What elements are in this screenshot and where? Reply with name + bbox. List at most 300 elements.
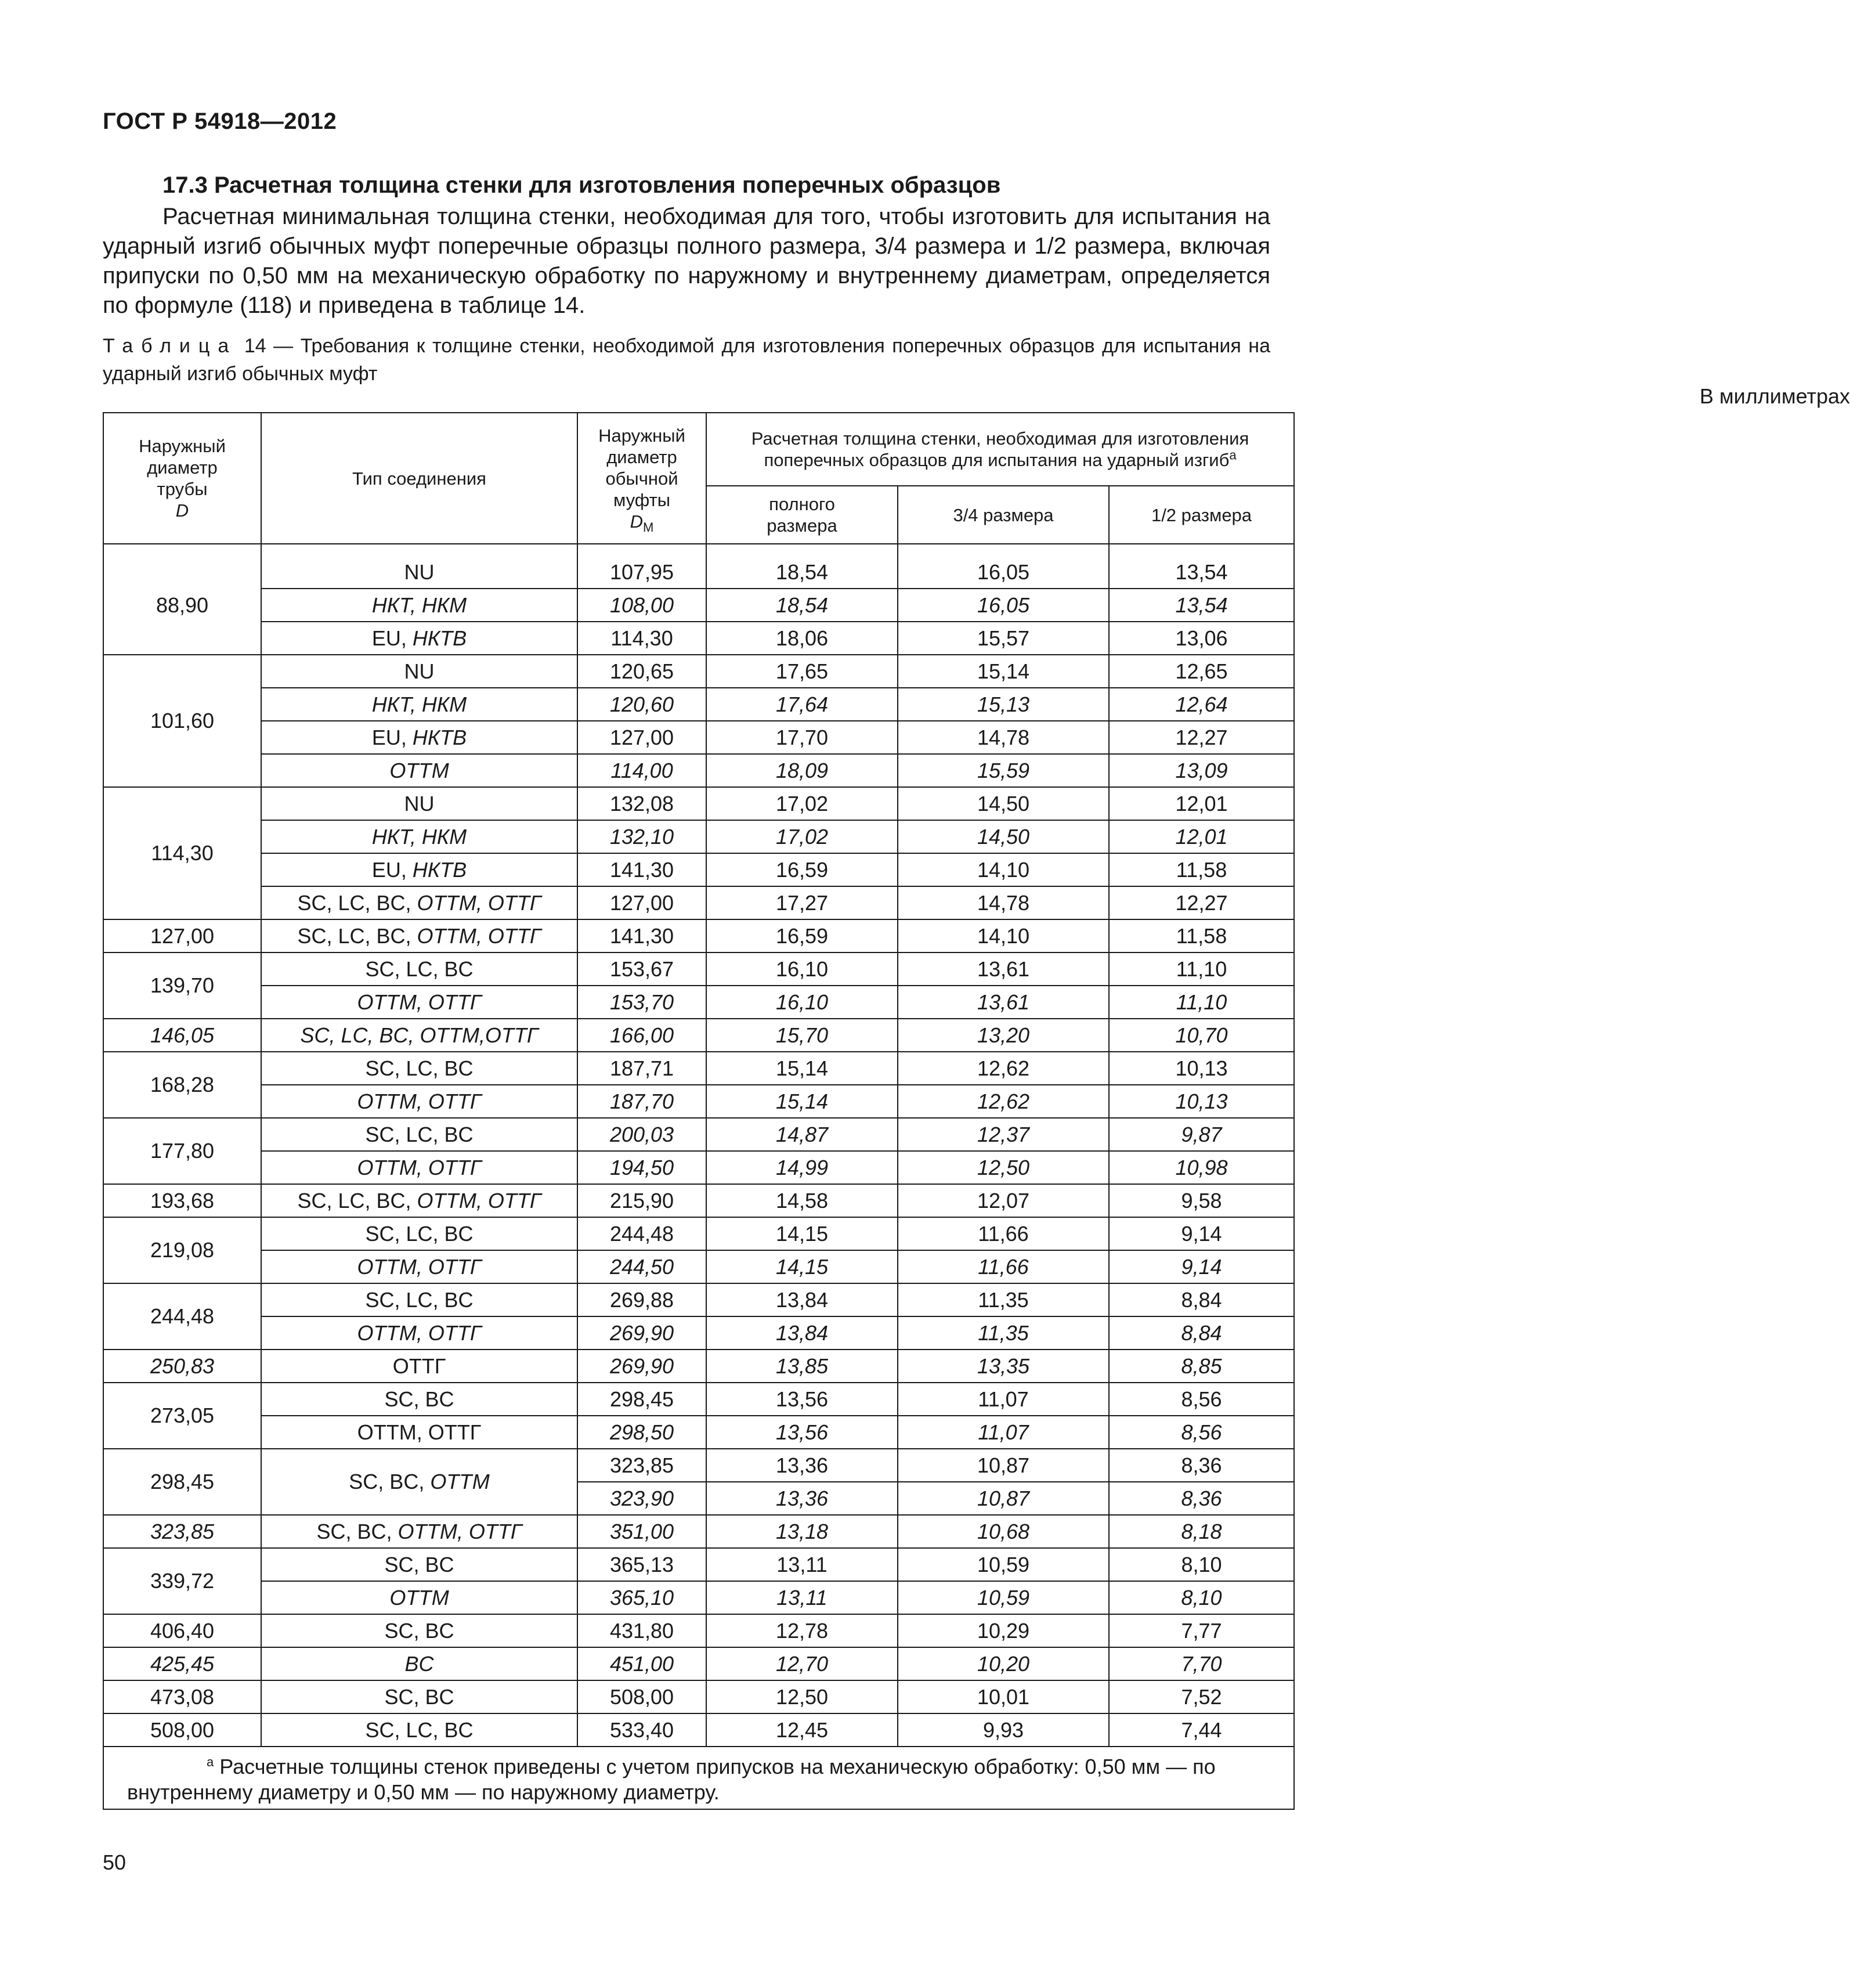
half-size-cell: 11,10: [1109, 986, 1294, 1019]
connection-type-plain: SC, LC, BC,: [297, 923, 417, 948]
connection-type-text: SC, LC, BC: [365, 1221, 474, 1246]
pipe-od-value: 425,45: [150, 1651, 215, 1676]
connection-type-cell: [261, 853, 577, 886]
coupling-od-cell: 269,90: [577, 1350, 706, 1383]
three-quarter-cell: 14,10: [898, 853, 1109, 886]
connection-type-plain: SC, LC, BC,: [297, 890, 417, 915]
full-size-cell: 18,06: [706, 622, 898, 655]
full-size-cell: 17,64: [706, 688, 898, 721]
connection-type-text: НКТ, НКМ: [371, 824, 467, 849]
half-size-cell: 7,77: [1109, 1614, 1294, 1647]
half-size-cell: 10,13: [1109, 1085, 1294, 1118]
table-row: [103, 1316, 1294, 1350]
connection-type-plain: SC, LC, BC,: [297, 1188, 417, 1213]
connection-type-italic: НКТВ: [412, 857, 467, 882]
three-quarter-cell: 11,66: [898, 1217, 1109, 1250]
pipe-od-value: 508,00: [150, 1718, 215, 1742]
table-row: [103, 1283, 1294, 1316]
coupling-od-cell: 269,90: [577, 1316, 706, 1350]
three-quarter-cell: 11,07: [898, 1383, 1109, 1416]
paragraph-text: Расчетная минимальная толщина стенки, необходимая для того, чтобы изготовить для испытания на ударный изгиб обычных муфт поперечные образцы полного размера, 3/4 размера и 1/2 размера, включая припуски по 0,50 мм на механическую обработку по наружному и внутреннему диаметрам, определяется по формуле (118) и приведена в таблице 14.: [103, 204, 1270, 318]
table-caption-text: 14 — Требования к толщине стенки, необходимой для изготовления поперечных образцов для испытания на ударный изгиб обычных муфт: [103, 335, 1270, 385]
connection-type-cell: [261, 1449, 577, 1515]
connection-type-text: ОТТМ, ОТТГ: [357, 990, 482, 1014]
section-title: 17.3 Расчетная толщина стенки для изготовления поперечных образцов: [162, 172, 1001, 198]
full-size-cell: 13,84: [706, 1283, 898, 1316]
full-size-cell: 15,70: [706, 1019, 898, 1052]
connection-type-text: НКТ, НКМ: [371, 692, 467, 716]
pipe-od-value: 127,00: [150, 923, 215, 948]
coupling-od-cell: 298,45: [577, 1383, 706, 1416]
three-quarter-cell: 14,78: [898, 721, 1109, 754]
connection-type-text: SC, BC: [384, 1387, 454, 1411]
header-half-text: 1/2 размера: [1151, 504, 1252, 525]
half-size-cell: 8,10: [1109, 1581, 1294, 1614]
full-size-cell: 13,11: [706, 1548, 898, 1581]
connection-type-text: ОТТМ, ОТТГ: [357, 1254, 482, 1279]
coupling-od-cell: 269,88: [577, 1283, 706, 1316]
connection-type-plain: EU,: [371, 626, 413, 650]
connection-type-text: SC, BC: [384, 1618, 454, 1643]
full-size-cell: 17,27: [706, 886, 898, 919]
footnote-mark: a: [207, 1755, 214, 1769]
half-size-cell: 12,65: [1109, 655, 1294, 688]
half-size-cell: 12,64: [1109, 688, 1294, 721]
table-row: [103, 886, 1294, 919]
full-size-cell: 17,02: [706, 787, 898, 820]
full-size-cell: 18,54: [706, 544, 898, 589]
header-coupling-od-line2: диаметр: [606, 446, 677, 467]
connection-type-cell: [261, 655, 577, 688]
half-size-cell: 9,14: [1109, 1217, 1294, 1250]
header-full-size: [706, 486, 898, 544]
coupling-od-cell: 141,30: [577, 853, 706, 886]
connection-type-cell: [261, 986, 577, 1019]
connection-type-cell: [261, 1713, 577, 1747]
half-size-cell: 8,10: [1109, 1548, 1294, 1581]
three-quarter-cell: 10,59: [898, 1548, 1109, 1581]
pipe-od-cell: [103, 1217, 261, 1283]
header-pipe-od-line3: трубы: [157, 479, 208, 499]
pipe-od-value: 177,80: [150, 1139, 215, 1163]
three-quarter-cell: 16,05: [898, 544, 1109, 589]
header-thickness-group-line1: Расчетная толщина стенки, необходимая для изготовления: [751, 428, 1249, 449]
table-row: [103, 1052, 1294, 1085]
connection-type-cell: [261, 1052, 577, 1085]
half-size-cell: 8,84: [1109, 1316, 1294, 1350]
header-coupling-od-symbol: D: [630, 511, 644, 532]
connection-type-cell: [261, 1184, 577, 1217]
connection-type-cell: [261, 1383, 577, 1416]
table-row: [103, 1151, 1294, 1184]
pipe-od-value: 114,30: [151, 841, 214, 865]
half-size-cell: 13,54: [1109, 544, 1294, 589]
full-size-cell: 13,84: [706, 1316, 898, 1350]
pipe-od-value: 219,08: [150, 1238, 215, 1262]
half-size-cell: 8,56: [1109, 1416, 1294, 1449]
half-size-cell: 10,70: [1109, 1019, 1294, 1052]
table-body: [103, 544, 1294, 1747]
table-row: [103, 589, 1294, 622]
pipe-od-cell: [103, 1283, 261, 1350]
standard-code: ГОСТ Р 54918—2012: [103, 109, 337, 134]
header-connection-type: [261, 413, 577, 544]
full-size-cell: 14,99: [706, 1151, 898, 1184]
table-row: [103, 1581, 1294, 1614]
table-footnote: [103, 1747, 1294, 1809]
connection-type-text: NU: [404, 659, 435, 683]
header-thickness-group-line2: поперечных образцов для испытания на ударный изгиб: [764, 450, 1230, 470]
table-row: [103, 622, 1294, 655]
pipe-od-cell: [103, 1614, 261, 1647]
coupling-od-cell: 431,80: [577, 1614, 706, 1647]
section-paragraph: [103, 202, 1270, 320]
table-row: [103, 1416, 1294, 1449]
table-row: [103, 754, 1294, 787]
pipe-od-cell: [103, 1713, 261, 1747]
table-row: [103, 1019, 1294, 1052]
connection-type-cell: [261, 1350, 577, 1383]
connection-type-text: SC, LC, BC: [365, 1056, 474, 1080]
connection-type-plain: SC, BC,: [316, 1519, 398, 1543]
three-quarter-cell: 13,61: [898, 986, 1109, 1019]
three-quarter-cell: 14,78: [898, 886, 1109, 919]
half-size-cell: 12,01: [1109, 787, 1294, 820]
half-size-cell: 10,98: [1109, 1151, 1294, 1184]
connection-type-cell: [261, 1548, 577, 1581]
coupling-od-cell: 187,70: [577, 1085, 706, 1118]
header-coupling-od: [577, 413, 706, 544]
three-quarter-cell: 12,37: [898, 1118, 1109, 1151]
header-thickness-group: [706, 413, 1294, 486]
table-row: [103, 1250, 1294, 1283]
full-size-cell: 13,56: [706, 1383, 898, 1416]
pipe-od-cell: [103, 1350, 261, 1383]
coupling-od-cell: 114,30: [577, 622, 706, 655]
full-size-cell: 13,36: [706, 1449, 898, 1482]
table-row: [103, 1350, 1294, 1383]
pipe-od-value: 168,28: [150, 1073, 215, 1096]
connection-type-italic: НКТВ: [412, 626, 467, 650]
half-size-cell: 12,27: [1109, 886, 1294, 919]
page-number: 50: [103, 1850, 127, 1874]
table-row: [103, 655, 1294, 688]
half-size-cell: 8,36: [1109, 1482, 1294, 1515]
header-full-size-line1: полного: [769, 494, 835, 514]
full-size-cell: 18,54: [706, 589, 898, 622]
full-size-cell: 14,58: [706, 1184, 898, 1217]
coupling-od-cell: 166,00: [577, 1019, 706, 1052]
coupling-od-cell: 244,48: [577, 1217, 706, 1250]
pipe-od-cell: [103, 952, 261, 1019]
table-row: [103, 1118, 1294, 1151]
coupling-od-cell: 200,03: [577, 1118, 706, 1151]
connection-type-cell: [261, 1283, 577, 1316]
table-caption-label: Таблица: [103, 335, 237, 357]
full-size-cell: 18,09: [706, 754, 898, 787]
full-size-cell: 12,45: [706, 1713, 898, 1747]
connection-type-cell: [261, 1680, 577, 1713]
full-size-cell: 16,10: [706, 952, 898, 986]
half-size-cell: 9,87: [1109, 1118, 1294, 1151]
connection-type-cell: [261, 820, 577, 853]
three-quarter-cell: 12,50: [898, 1151, 1109, 1184]
pipe-od-cell: [103, 1548, 261, 1614]
connection-type-cell: [261, 589, 577, 622]
coupling-od-cell: 451,00: [577, 1647, 706, 1680]
three-quarter-cell: 10,01: [898, 1680, 1109, 1713]
connection-type-text: НКТ, НКМ: [371, 593, 467, 617]
connection-type-cell: [261, 787, 577, 820]
connection-type-cell: [261, 721, 577, 754]
coupling-od-cell: 298,50: [577, 1416, 706, 1449]
table-row: [103, 1548, 1294, 1581]
pipe-od-value: 193,68: [150, 1188, 215, 1213]
header-three-quarter-text: 3/4 размера: [953, 504, 1054, 525]
three-quarter-cell: 13,20: [898, 1019, 1109, 1052]
header-coupling-od-line4: муфты: [613, 489, 671, 510]
pipe-od-cell: [103, 1515, 261, 1548]
connection-type-italic: НКТВ: [412, 725, 467, 749]
full-size-cell: 17,02: [706, 820, 898, 853]
pipe-od-cell: [103, 1383, 261, 1449]
header-coupling-od-line1: Наружный: [598, 425, 685, 446]
three-quarter-cell: 14,10: [898, 919, 1109, 952]
table-row: [103, 919, 1294, 952]
connection-type-plain: EU,: [371, 725, 413, 749]
half-size-cell: 8,36: [1109, 1449, 1294, 1482]
full-size-cell: 12,70: [706, 1647, 898, 1680]
coupling-od-cell: 132,10: [577, 820, 706, 853]
table-row: [103, 986, 1294, 1019]
half-size-cell: 8,85: [1109, 1350, 1294, 1383]
coupling-od-cell: 120,60: [577, 688, 706, 721]
coupling-od-cell: 141,30: [577, 919, 706, 952]
header-coupling-od-line3: обычной: [605, 468, 678, 489]
three-quarter-cell: 12,62: [898, 1052, 1109, 1085]
full-size-cell: 13,85: [706, 1350, 898, 1383]
connection-type-cell: [261, 1647, 577, 1680]
full-size-cell: 17,70: [706, 721, 898, 754]
header-pipe-od-line2: диаметр: [147, 457, 218, 478]
half-size-cell: 8,18: [1109, 1515, 1294, 1548]
three-quarter-cell: 14,50: [898, 820, 1109, 853]
pipe-od-value: 101,60: [150, 709, 215, 733]
half-size-cell: 13,06: [1109, 622, 1294, 655]
pipe-od-value: 473,08: [150, 1684, 215, 1709]
three-quarter-cell: 9,93: [898, 1713, 1109, 1747]
pipe-od-cell: [103, 1647, 261, 1680]
connection-type-text: SC, LC, BC: [365, 957, 474, 981]
three-quarter-cell: 11,66: [898, 1250, 1109, 1283]
header-coupling-od-subscript: М: [643, 519, 654, 535]
full-size-cell: 14,87: [706, 1118, 898, 1151]
coupling-od-cell: 533,40: [577, 1713, 706, 1747]
connection-type-plain: EU,: [371, 857, 413, 882]
three-quarter-cell: 10,20: [898, 1647, 1109, 1680]
pipe-od-value: 298,45: [150, 1470, 215, 1493]
full-size-cell: 16,59: [706, 853, 898, 886]
table-row: [103, 1184, 1294, 1217]
coupling-od-cell: 351,00: [577, 1515, 706, 1548]
pipe-od-cell: [103, 1184, 261, 1217]
pipe-od-value: 250,83: [150, 1354, 215, 1378]
three-quarter-cell: 15,59: [898, 754, 1109, 787]
connection-type-italic: ОТТМ, ОТТГ: [417, 1188, 541, 1213]
pipe-od-cell: [103, 1449, 261, 1515]
connection-type-cell: [261, 1019, 577, 1052]
coupling-od-cell: 114,00: [577, 754, 706, 787]
table-caption: [103, 332, 1270, 388]
full-size-cell: 17,65: [706, 655, 898, 688]
coupling-od-cell: 153,70: [577, 986, 706, 1019]
header-pipe-od-line1: Наружный: [139, 436, 226, 456]
full-size-cell: 16,10: [706, 986, 898, 1019]
coupling-od-cell: 153,67: [577, 952, 706, 986]
connection-type-italic: ОТТМ: [430, 1470, 490, 1493]
pipe-od-cell: [103, 544, 261, 655]
half-size-cell: 8,56: [1109, 1383, 1294, 1416]
table-row: [103, 721, 1294, 754]
connection-type-italic: ОТТМ, ОТТГ: [417, 923, 541, 948]
connection-type-cell: [261, 1151, 577, 1184]
connection-type-text: ОТТМ, ОТТГ: [357, 1420, 482, 1444]
coupling-od-cell: 194,50: [577, 1151, 706, 1184]
coupling-od-cell: 127,00: [577, 721, 706, 754]
connection-type-text: ОТТМ, ОТТГ: [357, 1089, 482, 1113]
half-size-cell: 9,58: [1109, 1184, 1294, 1217]
table-row: [103, 1085, 1294, 1118]
table-row: [103, 1383, 1294, 1416]
half-size-cell: 12,27: [1109, 721, 1294, 754]
wall-thickness-table: [103, 412, 1295, 1810]
table-row: [103, 1647, 1294, 1680]
table-row: [103, 544, 1294, 589]
table-row: [103, 952, 1294, 986]
connection-type-text: ОТТМ: [389, 758, 449, 782]
three-quarter-cell: 10,29: [898, 1614, 1109, 1647]
units-note: В миллиметрах: [1699, 384, 1850, 408]
connection-type-text: NU: [404, 791, 435, 816]
connection-type-text: ОТТМ: [389, 1585, 449, 1610]
full-size-cell: 13,18: [706, 1515, 898, 1548]
connection-type-cell: [261, 1416, 577, 1449]
pipe-od-cell: [103, 1019, 261, 1052]
pipe-od-cell: [103, 787, 261, 919]
coupling-od-cell: 215,90: [577, 1184, 706, 1217]
coupling-od-cell: 108,00: [577, 589, 706, 622]
pipe-od-value: 406,40: [150, 1618, 215, 1643]
pipe-od-cell: [103, 655, 261, 787]
three-quarter-cell: 15,13: [898, 688, 1109, 721]
coupling-od-cell: 127,00: [577, 886, 706, 919]
coupling-od-cell: 365,10: [577, 1581, 706, 1614]
pipe-od-value: 339,72: [150, 1569, 215, 1593]
table-row: [103, 853, 1294, 886]
three-quarter-cell: 15,14: [898, 655, 1109, 688]
three-quarter-cell: 10,68: [898, 1515, 1109, 1548]
coupling-od-cell: 187,71: [577, 1052, 706, 1085]
connection-type-text: SC, BC: [384, 1684, 454, 1709]
connection-type-text: SC, BC: [384, 1552, 454, 1576]
connection-type-text: ОТТМ, ОТТГ: [357, 1155, 482, 1179]
pipe-od-cell: [103, 1680, 261, 1713]
connection-type-cell: [261, 1217, 577, 1250]
half-size-cell: 12,01: [1109, 820, 1294, 853]
connection-type-cell: [261, 886, 577, 919]
coupling-od-cell: 323,90: [577, 1482, 706, 1515]
header-half-size: [1109, 486, 1294, 544]
table-row: [103, 820, 1294, 853]
connection-type-cell: [261, 688, 577, 721]
connection-type-cell: [261, 1581, 577, 1614]
connection-type-italic: ОТТМ, ОТТГ: [398, 1519, 522, 1543]
connection-type-cell: [261, 919, 577, 952]
full-size-cell: 13,36: [706, 1482, 898, 1515]
connection-type-plain: SC, BC,: [349, 1470, 431, 1493]
three-quarter-cell: 13,35: [898, 1350, 1109, 1383]
three-quarter-cell: 16,05: [898, 589, 1109, 622]
connection-type-cell: [261, 1316, 577, 1350]
pipe-od-value: 244,48: [150, 1304, 215, 1328]
full-size-cell: 14,15: [706, 1250, 898, 1283]
connection-type-cell: [261, 754, 577, 787]
three-quarter-cell: 10,87: [898, 1482, 1109, 1515]
half-size-cell: 8,84: [1109, 1283, 1294, 1316]
full-size-cell: 13,11: [706, 1581, 898, 1614]
three-quarter-cell: 11,07: [898, 1416, 1109, 1449]
connection-type-text: SC, LC, BC, ОТТМ,ОТТГ: [300, 1023, 539, 1047]
pipe-od-value: 146,05: [150, 1023, 215, 1047]
three-quarter-cell: 14,50: [898, 787, 1109, 820]
three-quarter-cell: 10,87: [898, 1449, 1109, 1482]
three-quarter-cell: 15,57: [898, 622, 1109, 655]
header-pipe-od-symbol: D: [175, 500, 189, 521]
connection-type-cell: [261, 1614, 577, 1647]
header-pipe-od: [103, 413, 261, 544]
half-size-cell: 11,58: [1109, 853, 1294, 886]
coupling-od-cell: 323,85: [577, 1449, 706, 1482]
three-quarter-cell: 10,59: [898, 1581, 1109, 1614]
header-connection-type-text: Тип соединения: [352, 468, 486, 489]
coupling-od-cell: 107,95: [577, 544, 706, 589]
table-row: [103, 1614, 1294, 1647]
connection-type-cell: [261, 1250, 577, 1283]
connection-type-text: ОТТГ: [392, 1354, 446, 1378]
full-size-cell: 13,56: [706, 1416, 898, 1449]
pipe-od-value: 323,85: [150, 1519, 215, 1543]
header-footnote-mark: a: [1229, 448, 1237, 463]
table-row: [103, 688, 1294, 721]
pipe-od-value: 88,90: [156, 593, 209, 617]
full-size-cell: 15,14: [706, 1052, 898, 1085]
coupling-od-cell: 244,50: [577, 1250, 706, 1283]
pipe-od-cell: [103, 1052, 261, 1118]
three-quarter-cell: 12,62: [898, 1085, 1109, 1118]
footnote-text: Расчетные толщины стенок приведены с учетом припусков на механическую обработку: 0,50 мм — по внутреннему диаметру и 0,50 мм — по наружному диаметру.: [127, 1755, 1216, 1804]
table-row: [103, 1680, 1294, 1713]
half-size-cell: 13,09: [1109, 754, 1294, 787]
half-size-cell: 10,13: [1109, 1052, 1294, 1085]
half-size-cell: 11,10: [1109, 952, 1294, 986]
half-size-cell: 11,58: [1109, 919, 1294, 952]
connection-type-text: ОТТМ, ОТТГ: [357, 1320, 482, 1345]
header-three-quarter-size: [898, 486, 1109, 544]
table-row: [103, 1449, 1294, 1482]
coupling-od-cell: 508,00: [577, 1680, 706, 1713]
full-size-cell: 12,78: [706, 1614, 898, 1647]
half-size-cell: 7,44: [1109, 1713, 1294, 1747]
